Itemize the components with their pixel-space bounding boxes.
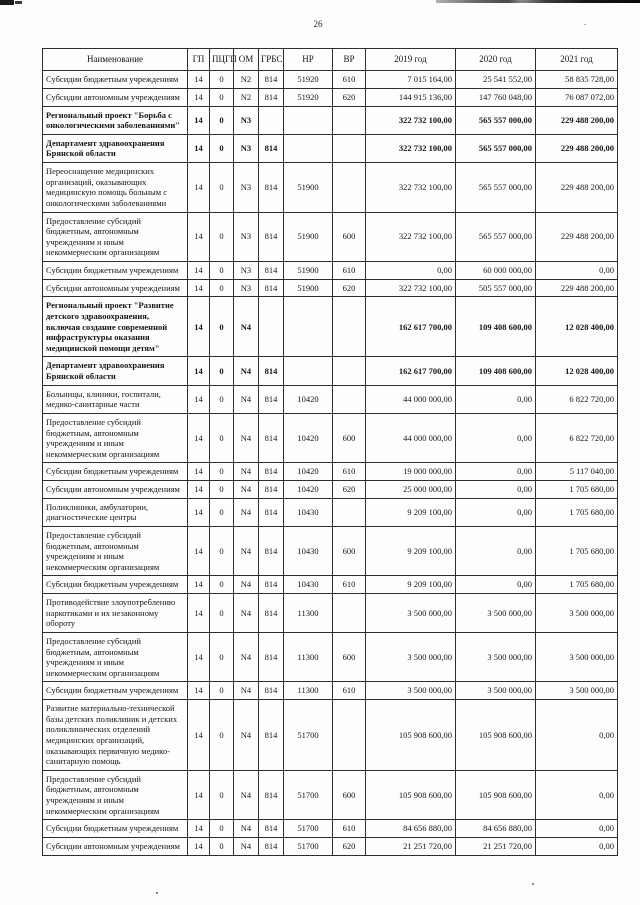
cell-2020: 3 500 000,00 bbox=[456, 632, 536, 682]
cell-2020: 0,00 bbox=[456, 463, 536, 481]
table-header bbox=[43, 49, 618, 71]
cell-pcgp: 0 bbox=[210, 576, 234, 594]
cell-vr: 620 bbox=[333, 279, 366, 297]
cell-name: Субсидии бюджетным учреждениям bbox=[43, 262, 188, 280]
column-header-year-2020: 2020 год bbox=[456, 49, 536, 71]
cell-pcgp: 0 bbox=[210, 262, 234, 280]
cell-2021: 6 822 720,00 bbox=[536, 413, 618, 463]
cell-nr: 10420 bbox=[284, 385, 333, 413]
cell-nr: 11300 bbox=[284, 594, 333, 633]
cell-2020: 0,00 bbox=[456, 481, 536, 499]
cell-gp: 14 bbox=[188, 498, 210, 526]
cell-2020: 0,00 bbox=[456, 576, 536, 594]
table-row bbox=[43, 837, 618, 855]
cell-name: Предоставление субсидий бюджетным, автономным учреждениям и иным некоммерческим организациям bbox=[43, 632, 188, 682]
table-row bbox=[43, 134, 618, 162]
cell-nr: 51700 bbox=[284, 700, 333, 771]
cell-nr: 51700 bbox=[284, 837, 333, 855]
cell-vr: 610 bbox=[333, 820, 366, 838]
column-header-pcgp: ПЦГП bbox=[210, 49, 234, 71]
table-row bbox=[43, 297, 618, 357]
cell-grbs: 814 bbox=[259, 413, 284, 463]
table-row bbox=[43, 385, 618, 413]
cell-pcgp: 0 bbox=[210, 413, 234, 463]
cell-2021: 229 488 200,00 bbox=[536, 163, 618, 213]
cell-2020: 25 541 552,00 bbox=[456, 71, 536, 89]
cell-vr bbox=[333, 498, 366, 526]
column-header-vr: ВР bbox=[333, 49, 366, 71]
cell-2020: 84 656 880,00 bbox=[456, 820, 536, 838]
table-row bbox=[43, 88, 618, 106]
scan-artifact-topright bbox=[436, 0, 640, 3]
cell-nr bbox=[284, 297, 333, 357]
scan-speck bbox=[156, 892, 158, 894]
cell-2019: 9 209 100,00 bbox=[366, 576, 456, 594]
cell-grbs: 814 bbox=[259, 212, 284, 262]
cell-gp: 14 bbox=[188, 88, 210, 106]
cell-nr bbox=[284, 106, 333, 134]
cell-name: Предоставление субсидий бюджетным, автономным учреждениям и иным некоммерческим организациям bbox=[43, 413, 188, 463]
cell-gp: 14 bbox=[188, 134, 210, 162]
cell-om: N4 bbox=[234, 837, 259, 855]
cell-2019: 9 209 100,00 bbox=[366, 526, 456, 576]
cell-2020: 0,00 bbox=[456, 526, 536, 576]
cell-grbs: 814 bbox=[259, 385, 284, 413]
cell-2020: 565 557 000,00 bbox=[456, 106, 536, 134]
cell-name: Поликлиники, амбулатории, диагностические центры bbox=[43, 498, 188, 526]
cell-vr bbox=[333, 385, 366, 413]
table-row bbox=[43, 700, 618, 771]
cell-2020: 565 557 000,00 bbox=[456, 134, 536, 162]
cell-2020: 565 557 000,00 bbox=[456, 212, 536, 262]
column-header-year-2019: 2019 год bbox=[366, 49, 456, 71]
cell-grbs: 814 bbox=[259, 526, 284, 576]
cell-gp: 14 bbox=[188, 682, 210, 700]
cell-pcgp: 0 bbox=[210, 770, 234, 820]
cell-gp: 14 bbox=[188, 297, 210, 357]
cell-name: Субсидии бюджетным учреждениям bbox=[43, 71, 188, 89]
cell-nr bbox=[284, 134, 333, 162]
table-row bbox=[43, 820, 618, 838]
cell-om: N4 bbox=[234, 820, 259, 838]
cell-2019: 44 000 000,00 bbox=[366, 385, 456, 413]
cell-gp: 14 bbox=[188, 632, 210, 682]
cell-grbs: 814 bbox=[259, 632, 284, 682]
cell-om: N4 bbox=[234, 481, 259, 499]
cell-om: N3 bbox=[234, 134, 259, 162]
cell-pcgp: 0 bbox=[210, 594, 234, 633]
cell-nr: 10420 bbox=[284, 481, 333, 499]
scan-speck bbox=[584, 24, 586, 25]
cell-vr: 620 bbox=[333, 88, 366, 106]
column-header-grbs: ГРБС bbox=[259, 49, 284, 71]
cell-om: N3 bbox=[234, 163, 259, 213]
cell-gp: 14 bbox=[188, 357, 210, 385]
cell-2021: 0,00 bbox=[536, 770, 618, 820]
cell-nr: 10420 bbox=[284, 463, 333, 481]
scan-artifact-topleft bbox=[0, 0, 14, 5]
cell-2019: 9 209 100,00 bbox=[366, 498, 456, 526]
cell-om: N3 bbox=[234, 212, 259, 262]
cell-2021: 0,00 bbox=[536, 837, 618, 855]
cell-2021: 12 028 400,00 bbox=[536, 357, 618, 385]
cell-2021: 229 488 200,00 bbox=[536, 106, 618, 134]
table-row bbox=[43, 163, 618, 213]
table-row bbox=[43, 106, 618, 134]
cell-grbs: 814 bbox=[259, 71, 284, 89]
cell-gp: 14 bbox=[188, 385, 210, 413]
cell-2019: 162 617 700,00 bbox=[366, 357, 456, 385]
cell-gp: 14 bbox=[188, 594, 210, 633]
table-row bbox=[43, 682, 618, 700]
cell-2021: 1 705 680,00 bbox=[536, 481, 618, 499]
cell-2021: 76 087 072,00 bbox=[536, 88, 618, 106]
cell-name: Департамент здравоохранения Брянской области bbox=[43, 134, 188, 162]
cell-vr: 610 bbox=[333, 576, 366, 594]
cell-gp: 14 bbox=[188, 770, 210, 820]
cell-om: N4 bbox=[234, 576, 259, 594]
cell-pcgp: 0 bbox=[210, 463, 234, 481]
cell-name: Департамент здравоохранения Брянской области bbox=[43, 357, 188, 385]
cell-gp: 14 bbox=[188, 71, 210, 89]
cell-vr: 610 bbox=[333, 463, 366, 481]
cell-2020: 109 408 600,00 bbox=[456, 297, 536, 357]
cell-vr: 600 bbox=[333, 212, 366, 262]
cell-grbs: 814 bbox=[259, 163, 284, 213]
cell-vr: 610 bbox=[333, 71, 366, 89]
cell-nr: 51900 bbox=[284, 212, 333, 262]
cell-nr: 51900 bbox=[284, 262, 333, 280]
cell-name: Субсидии бюджетным учреждениям bbox=[43, 576, 188, 594]
cell-2019: 21 251 720,00 bbox=[366, 837, 456, 855]
cell-2020: 109 408 600,00 bbox=[456, 357, 536, 385]
cell-om: N4 bbox=[234, 413, 259, 463]
cell-vr bbox=[333, 700, 366, 771]
cell-om: N4 bbox=[234, 526, 259, 576]
cell-gp: 14 bbox=[188, 481, 210, 499]
cell-gp: 14 bbox=[188, 700, 210, 771]
cell-2019: 322 732 100,00 bbox=[366, 212, 456, 262]
cell-gp: 14 bbox=[188, 163, 210, 213]
cell-om: N4 bbox=[234, 770, 259, 820]
cell-2021: 1 705 680,00 bbox=[536, 498, 618, 526]
cell-2021: 12 028 400,00 bbox=[536, 297, 618, 357]
table-header-row bbox=[43, 49, 618, 71]
cell-name: Переоснащение медицинских организаций, оказывающих медицинскую помощь больным с онкологическими заболеваниями bbox=[43, 163, 188, 213]
cell-2021: 58 835 728,00 bbox=[536, 71, 618, 89]
cell-pcgp: 0 bbox=[210, 279, 234, 297]
cell-pcgp: 0 bbox=[210, 837, 234, 855]
cell-nr: 10430 bbox=[284, 498, 333, 526]
cell-pcgp: 0 bbox=[210, 88, 234, 106]
cell-pcgp: 0 bbox=[210, 134, 234, 162]
table-row bbox=[43, 594, 618, 633]
cell-2020: 0,00 bbox=[456, 498, 536, 526]
cell-2021: 6 822 720,00 bbox=[536, 385, 618, 413]
cell-2019: 44 000 000,00 bbox=[366, 413, 456, 463]
cell-2020: 3 500 000,00 bbox=[456, 594, 536, 633]
cell-2019: 7 015 164,00 bbox=[366, 71, 456, 89]
cell-name: Субсидии автономным учреждениям bbox=[43, 837, 188, 855]
cell-2021: 229 488 200,00 bbox=[536, 212, 618, 262]
table-row bbox=[43, 632, 618, 682]
cell-2021: 3 500 000,00 bbox=[536, 682, 618, 700]
cell-nr: 10430 bbox=[284, 526, 333, 576]
cell-om: N4 bbox=[234, 700, 259, 771]
cell-2019: 105 908 600,00 bbox=[366, 700, 456, 771]
cell-name: Субсидии бюджетным учреждениям bbox=[43, 820, 188, 838]
table-row bbox=[43, 262, 618, 280]
cell-2020: 0,00 bbox=[456, 413, 536, 463]
cell-2021: 5 117 040,00 bbox=[536, 463, 618, 481]
cell-grbs: 814 bbox=[259, 682, 284, 700]
cell-vr: 610 bbox=[333, 682, 366, 700]
cell-grbs: 814 bbox=[259, 463, 284, 481]
cell-name: Больницы, клиники, госпитали, медико-санитарные части bbox=[43, 385, 188, 413]
cell-vr: 600 bbox=[333, 632, 366, 682]
cell-vr bbox=[333, 106, 366, 134]
cell-gp: 14 bbox=[188, 106, 210, 134]
cell-grbs: 814 bbox=[259, 594, 284, 633]
table-row bbox=[43, 498, 618, 526]
budget-table bbox=[42, 48, 618, 856]
cell-grbs: 814 bbox=[259, 837, 284, 855]
cell-2020: 21 251 720,00 bbox=[456, 837, 536, 855]
cell-vr: 620 bbox=[333, 837, 366, 855]
cell-grbs: 814 bbox=[259, 357, 284, 385]
cell-vr bbox=[333, 297, 366, 357]
cell-nr: 51900 bbox=[284, 163, 333, 213]
cell-pcgp: 0 bbox=[210, 700, 234, 771]
cell-nr: 51700 bbox=[284, 770, 333, 820]
cell-2019: 144 915 136,00 bbox=[366, 88, 456, 106]
cell-om: N3 bbox=[234, 262, 259, 280]
cell-grbs: 814 bbox=[259, 134, 284, 162]
table-row bbox=[43, 413, 618, 463]
cell-om: N2 bbox=[234, 88, 259, 106]
cell-grbs: 814 bbox=[259, 88, 284, 106]
cell-pcgp: 0 bbox=[210, 357, 234, 385]
cell-2020: 60 000 000,00 bbox=[456, 262, 536, 280]
cell-gp: 14 bbox=[188, 526, 210, 576]
column-header-gp: ГП bbox=[188, 49, 210, 71]
cell-om: N4 bbox=[234, 594, 259, 633]
cell-om: N4 bbox=[234, 357, 259, 385]
cell-om: N4 bbox=[234, 632, 259, 682]
cell-2020: 0,00 bbox=[456, 385, 536, 413]
cell-2019: 3 500 000,00 bbox=[366, 632, 456, 682]
table-row bbox=[43, 279, 618, 297]
cell-vr: 620 bbox=[333, 481, 366, 499]
cell-grbs: 814 bbox=[259, 770, 284, 820]
cell-2019: 322 732 100,00 bbox=[366, 106, 456, 134]
cell-grbs: 814 bbox=[259, 576, 284, 594]
cell-2019: 3 500 000,00 bbox=[366, 594, 456, 633]
page-number: 26 bbox=[313, 19, 323, 29]
cell-grbs: 814 bbox=[259, 820, 284, 838]
cell-gp: 14 bbox=[188, 279, 210, 297]
cell-2019: 322 732 100,00 bbox=[366, 134, 456, 162]
cell-2020: 505 557 000,00 bbox=[456, 279, 536, 297]
cell-name: Предоставление субсидий бюджетным, автономным учреждениям и иным некоммерческим организациям bbox=[43, 526, 188, 576]
table-row bbox=[43, 576, 618, 594]
cell-name: Региональный проект "Борьба с онкологическими заболеваниями" bbox=[43, 106, 188, 134]
cell-2021: 0,00 bbox=[536, 700, 618, 771]
cell-name: Противодействие злоупотреблению наркотиками и их незаконному обороту bbox=[43, 594, 188, 633]
cell-vr bbox=[333, 357, 366, 385]
table-body bbox=[43, 71, 618, 855]
cell-2021: 0,00 bbox=[536, 262, 618, 280]
table-row bbox=[43, 463, 618, 481]
cell-nr: 11300 bbox=[284, 682, 333, 700]
cell-name: Субсидии автономным учреждениям bbox=[43, 279, 188, 297]
cell-om: N4 bbox=[234, 498, 259, 526]
cell-om: N4 bbox=[234, 682, 259, 700]
cell-om: N4 bbox=[234, 385, 259, 413]
cell-2019: 0,00 bbox=[366, 262, 456, 280]
cell-2019: 162 617 700,00 bbox=[366, 297, 456, 357]
table-row bbox=[43, 770, 618, 820]
cell-om: N4 bbox=[234, 463, 259, 481]
cell-pcgp: 0 bbox=[210, 481, 234, 499]
column-header-om: ОМ bbox=[234, 49, 259, 71]
cell-gp: 14 bbox=[188, 262, 210, 280]
cell-nr: 10430 bbox=[284, 576, 333, 594]
cell-nr: 10420 bbox=[284, 413, 333, 463]
cell-om: N3 bbox=[234, 279, 259, 297]
cell-gp: 14 bbox=[188, 413, 210, 463]
column-header-name: Наименование bbox=[43, 49, 188, 71]
cell-nr: 51920 bbox=[284, 71, 333, 89]
cell-gp: 14 bbox=[188, 820, 210, 838]
cell-vr bbox=[333, 594, 366, 633]
cell-pcgp: 0 bbox=[210, 212, 234, 262]
cell-pcgp: 0 bbox=[210, 682, 234, 700]
cell-gp: 14 bbox=[188, 576, 210, 594]
column-header-nr: НР bbox=[284, 49, 333, 71]
cell-2020: 105 908 600,00 bbox=[456, 700, 536, 771]
cell-grbs: 814 bbox=[259, 279, 284, 297]
table-row bbox=[43, 526, 618, 576]
cell-2019: 322 732 100,00 bbox=[366, 163, 456, 213]
table-row bbox=[43, 212, 618, 262]
cell-name: Субсидии бюджетным учреждениям bbox=[43, 463, 188, 481]
cell-2019: 322 732 100,00 bbox=[366, 279, 456, 297]
cell-2020: 147 760 048,00 bbox=[456, 88, 536, 106]
cell-grbs bbox=[259, 106, 284, 134]
cell-2021: 3 500 000,00 bbox=[536, 632, 618, 682]
cell-pcgp: 0 bbox=[210, 106, 234, 134]
cell-2019: 105 908 600,00 bbox=[366, 770, 456, 820]
cell-name: Развитие материально-технической базы детских поликлиник и детских поликлинических отделений медицинских организаций, оказывающих первичную медико-санитарную помощь bbox=[43, 700, 188, 771]
cell-name: Предоставление субсидий бюджетным, автономным учреждениям и иным некоммерческим организациям bbox=[43, 212, 188, 262]
cell-pcgp: 0 bbox=[210, 385, 234, 413]
scan-speck bbox=[532, 883, 534, 885]
cell-nr bbox=[284, 357, 333, 385]
cell-name: Предоставление субсидий бюджетным, автономным учреждениям и иным некоммерческим организациям bbox=[43, 770, 188, 820]
cell-pcgp: 0 bbox=[210, 498, 234, 526]
cell-2020: 3 500 000,00 bbox=[456, 682, 536, 700]
cell-2021: 0,00 bbox=[536, 820, 618, 838]
cell-om: N4 bbox=[234, 297, 259, 357]
cell-gp: 14 bbox=[188, 463, 210, 481]
cell-grbs: 814 bbox=[259, 481, 284, 499]
cell-vr: 600 bbox=[333, 526, 366, 576]
cell-2021: 3 500 000,00 bbox=[536, 594, 618, 633]
cell-vr: 610 bbox=[333, 262, 366, 280]
cell-om: N3 bbox=[234, 106, 259, 134]
cell-2021: 1 705 680,00 bbox=[536, 526, 618, 576]
cell-2020: 565 557 000,00 bbox=[456, 163, 536, 213]
cell-name: Субсидии бюджетным учреждениям bbox=[43, 682, 188, 700]
cell-gp: 14 bbox=[188, 212, 210, 262]
cell-pcgp: 0 bbox=[210, 820, 234, 838]
cell-2021: 229 488 200,00 bbox=[536, 279, 618, 297]
cell-nr: 51920 bbox=[284, 88, 333, 106]
cell-grbs: 814 bbox=[259, 700, 284, 771]
cell-nr: 51700 bbox=[284, 820, 333, 838]
cell-nr: 51900 bbox=[284, 279, 333, 297]
cell-2019: 19 000 000,00 bbox=[366, 463, 456, 481]
cell-vr bbox=[333, 163, 366, 213]
cell-2019: 25 000 000,00 bbox=[366, 481, 456, 499]
cell-2021: 229 488 200,00 bbox=[536, 134, 618, 162]
cell-pcgp: 0 bbox=[210, 163, 234, 213]
cell-pcgp: 0 bbox=[210, 526, 234, 576]
cell-name: Субсидии автономным учреждениям bbox=[43, 88, 188, 106]
table-row bbox=[43, 71, 618, 89]
cell-pcgp: 0 bbox=[210, 632, 234, 682]
cell-name: Субсидии автономным учреждениям bbox=[43, 481, 188, 499]
cell-name: Региональный проект "Развитие детского здравоохранения, включая создание современной инфраструктуры оказания медицинской помощи детям" bbox=[43, 297, 188, 357]
cell-om: N2 bbox=[234, 71, 259, 89]
cell-pcgp: 0 bbox=[210, 71, 234, 89]
cell-grbs: 814 bbox=[259, 498, 284, 526]
column-header-year-2021: 2021 год bbox=[536, 49, 618, 71]
cell-2020: 105 908 600,00 bbox=[456, 770, 536, 820]
table-row bbox=[43, 481, 618, 499]
cell-nr: 11300 bbox=[284, 632, 333, 682]
cell-2019: 3 500 000,00 bbox=[366, 682, 456, 700]
cell-2019: 84 656 880,00 bbox=[366, 820, 456, 838]
table-row bbox=[43, 357, 618, 385]
cell-vr bbox=[333, 134, 366, 162]
cell-vr: 600 bbox=[333, 413, 366, 463]
cell-grbs: 814 bbox=[259, 262, 284, 280]
cell-vr: 600 bbox=[333, 770, 366, 820]
cell-pcgp: 0 bbox=[210, 297, 234, 357]
cell-gp: 14 bbox=[188, 837, 210, 855]
cell-2021: 1 705 680,00 bbox=[536, 576, 618, 594]
cell-grbs bbox=[259, 297, 284, 357]
